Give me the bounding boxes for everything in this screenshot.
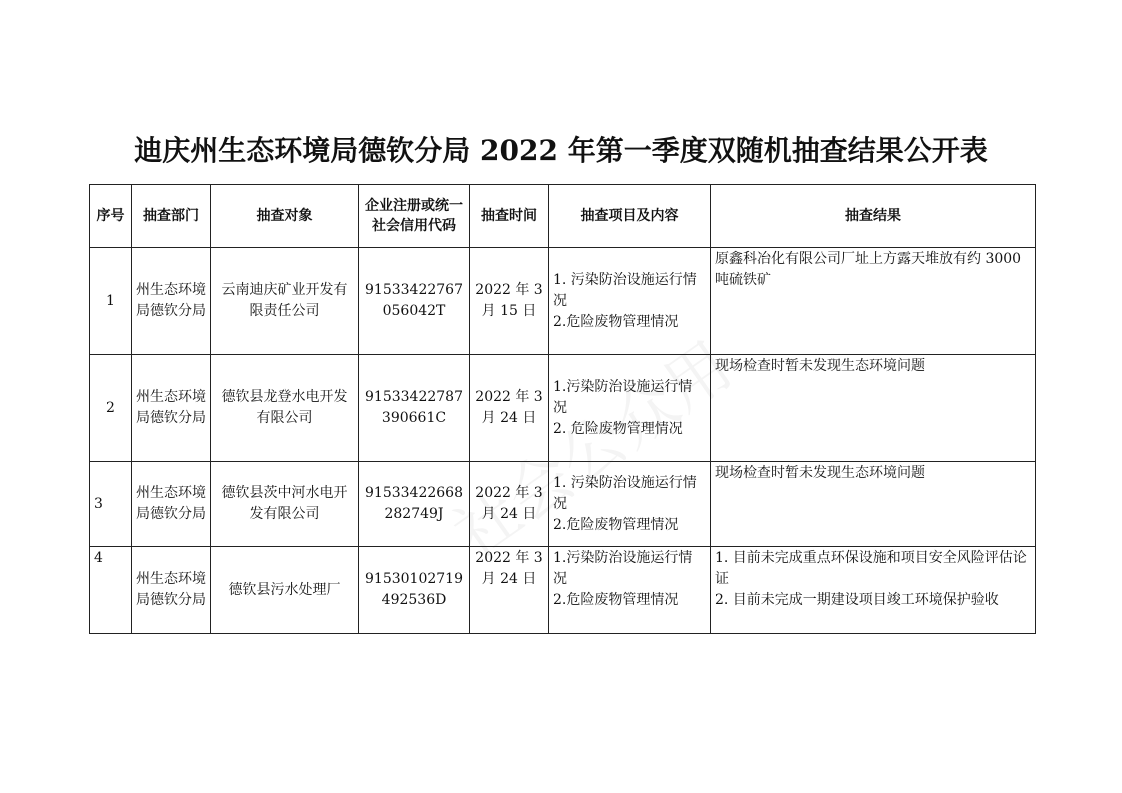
cell-result [711,547,1036,634]
result-line: 现场检查时暂未发现生态环境问题 [715,358,925,374]
header-cell-time: 抽查时间 [470,185,549,248]
cell-result [711,355,1036,462]
cell-target: 云南迪庆矿业开发有限责任公司 [211,248,359,355]
item-line: 2.危险废物管理情况 [553,313,679,330]
header-cell-items: 抽查项目及内容 [549,185,711,248]
cell-no: 4 [90,547,132,634]
item-line: 1.污染防治设施运行情况 [553,550,693,587]
table-row [90,462,1036,547]
cell-target: 德钦县茨中河水电开发有限公司 [211,462,359,547]
table-row [90,248,1036,355]
table-header-row [90,185,1036,248]
table-row [90,355,1036,462]
cell-code: 91533422767056042T [359,248,470,355]
inspection-results-table [89,184,1036,634]
cell-dept: 州生态环境局德钦分局 [132,355,211,462]
cell-dept: 州生态环境局德钦分局 [132,547,211,634]
header-cell-dept: 抽查部门 [132,185,211,248]
table-row [90,547,1036,634]
cell-items [549,462,711,547]
cell-target: 德钦县污水处理厂 [211,547,359,634]
cell-code: 91533422787390661C [359,355,470,462]
cell-items [549,547,711,634]
cell-no: 2 [90,355,132,462]
cell-code: 91530102719492536D [359,547,470,634]
header-cell-result: 抽查结果 [711,185,1036,248]
cell-dept: 州生态环境局德钦分局 [132,248,211,355]
item-line: 2.危险废物管理情况 [553,516,679,533]
cell-target: 德钦县龙登水电开发有限公司 [211,355,359,462]
cell-dept: 州生态环境局德钦分局 [132,462,211,547]
cell-result [711,248,1036,355]
item-line: 1. 污染防治设施运行情况 [553,271,697,309]
header-cell-no: 序号 [90,185,132,248]
result-line: 原鑫科冶化有限公司厂址上方露天堆放有约 3000 吨硫铁矿 [715,251,1022,288]
cell-items [549,248,711,355]
cell-no: 3 [90,462,132,547]
header-cell-code: 企业注册或统一社会信用代码 [359,185,470,248]
cell-result [711,462,1036,547]
cell-time: 2022 年 3 月 24 日 [470,355,549,462]
header-cell-target: 抽查对象 [211,185,359,248]
page-title: 迪庆州生态环境局德钦分局 2022 年第一季度双随机抽查结果公开表 [134,134,988,167]
cell-items [549,355,711,462]
result-line: 现场检查时暂未发现生态环境问题 [715,465,925,481]
cell-time: 2022 年 3 月 24 日 [470,547,549,634]
cell-time: 2022 年 3 月 24 日 [470,462,549,547]
result-line: 2. 目前未完成一期建设项目竣工环境保护验收 [715,592,999,608]
item-line: 1.污染防治设施运行情况 [553,378,693,416]
item-line: 1. 污染防治设施运行情况 [553,474,697,512]
cell-time: 2022 年 3 月 15 日 [470,248,549,355]
cell-no: 1 [90,248,132,355]
item-line: 2. 危险废物管理情况 [553,420,683,437]
result-line: 1. 目前未完成重点环保设施和项目安全风险评估论证 [715,550,1027,587]
item-line: 2.危险废物管理情况 [553,592,679,608]
cell-code: 91533422668282749J [359,462,470,547]
